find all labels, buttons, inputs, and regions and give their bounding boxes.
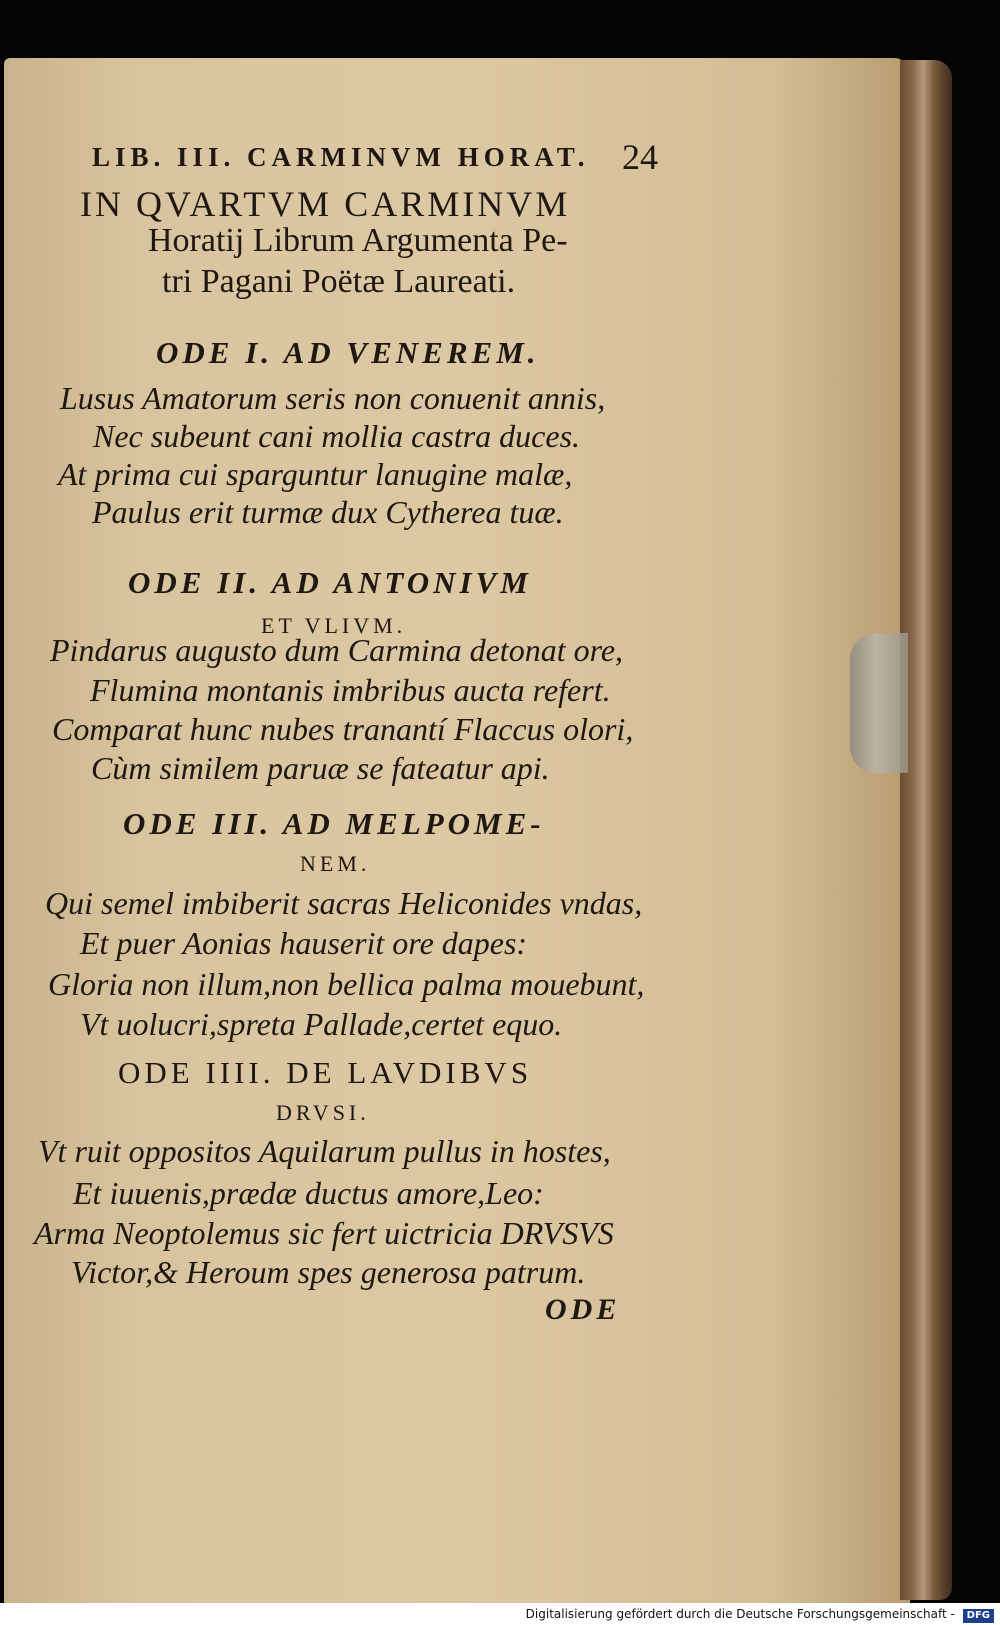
ode-2-verse-2: Flumina montanis imbribus aucta refert. (90, 672, 611, 708)
digitization-footer (0, 1603, 1000, 1625)
ode-4-verse-4: Victor,& Heroum spes generosa patrum. (71, 1254, 586, 1290)
dfg-logo: DFG (963, 1609, 994, 1623)
ode-4-verse-3: Arma Neoptolemus sic fert uictricia DRVSVS (34, 1215, 614, 1251)
ode-1-verse-2: Nec subeunt cani mollia castra duces. (93, 418, 581, 454)
ode-4-verse-2: Et iuuenis,prædæ ductus amore,Leo: (73, 1175, 544, 1211)
ode-2-verse-3: Comparat hunc nubes tranantí Flaccus olori, (52, 711, 634, 747)
running-head: LIB. III. CARMINVM HORAT. (92, 142, 590, 172)
ode-4-heading-1: ODE IIII. DE LAVDIBVS (118, 1055, 533, 1090)
ode-2-verse-1: Pindarus augusto dum Carmina detonat ore, (50, 632, 624, 668)
ode-1-verse-1: Lusus Amatorum seris non conuenit annis, (60, 380, 606, 416)
ode-3-verse-3: Gloria non illum,non bellica palma mouebunt, (48, 966, 645, 1002)
ode-2-heading-2: ET VLIVM. (261, 613, 407, 638)
title-line-2: Horatij Librum Argumenta Pe- (148, 222, 568, 259)
ode-4-verse-1: Vt ruit oppositos Aquilarum pullus in hostes, (38, 1133, 611, 1169)
title-line-3: tri Pagani Poëtæ Laureati. (162, 263, 516, 300)
ode-2-heading-1: ODE II. AD ANTONIVM (128, 565, 532, 600)
ode-1-verse-4: Paulus erit turmæ dux Cytherea tuæ. (92, 494, 564, 530)
ode-3-verse-2: Et puer Aonias hauserit ore dapes: (80, 925, 528, 961)
catchword: ODE (545, 1293, 621, 1326)
ode-3-verse-1: Qui semel imbiberit sacras Heliconides vndas, (45, 885, 643, 921)
title-line-1: IN QVARTVM CARMINVM (80, 184, 571, 224)
footer-text: Digitalisierung gefördert durch die Deutsche Forschungsgemeinschaft - (525, 1607, 955, 1621)
ode-3-heading-2: NEM. (300, 851, 371, 876)
ode-2-verse-4: Cùm similem paruæ se fateatur api. (91, 750, 550, 786)
page-number: 24 (622, 137, 658, 177)
ode-1-heading: ODE I. AD VENEREM. (156, 335, 540, 370)
ode-3-heading-1: ODE III. AD MELPOME- (123, 806, 545, 841)
ode-3-verse-4: Vt uolucri,spreta Pallade,certet equo. (80, 1006, 563, 1042)
ode-1-verse-3: At prima cui sparguntur lanugine malæ, (58, 456, 573, 492)
ode-4-heading-2: DRVSI. (276, 1100, 370, 1125)
